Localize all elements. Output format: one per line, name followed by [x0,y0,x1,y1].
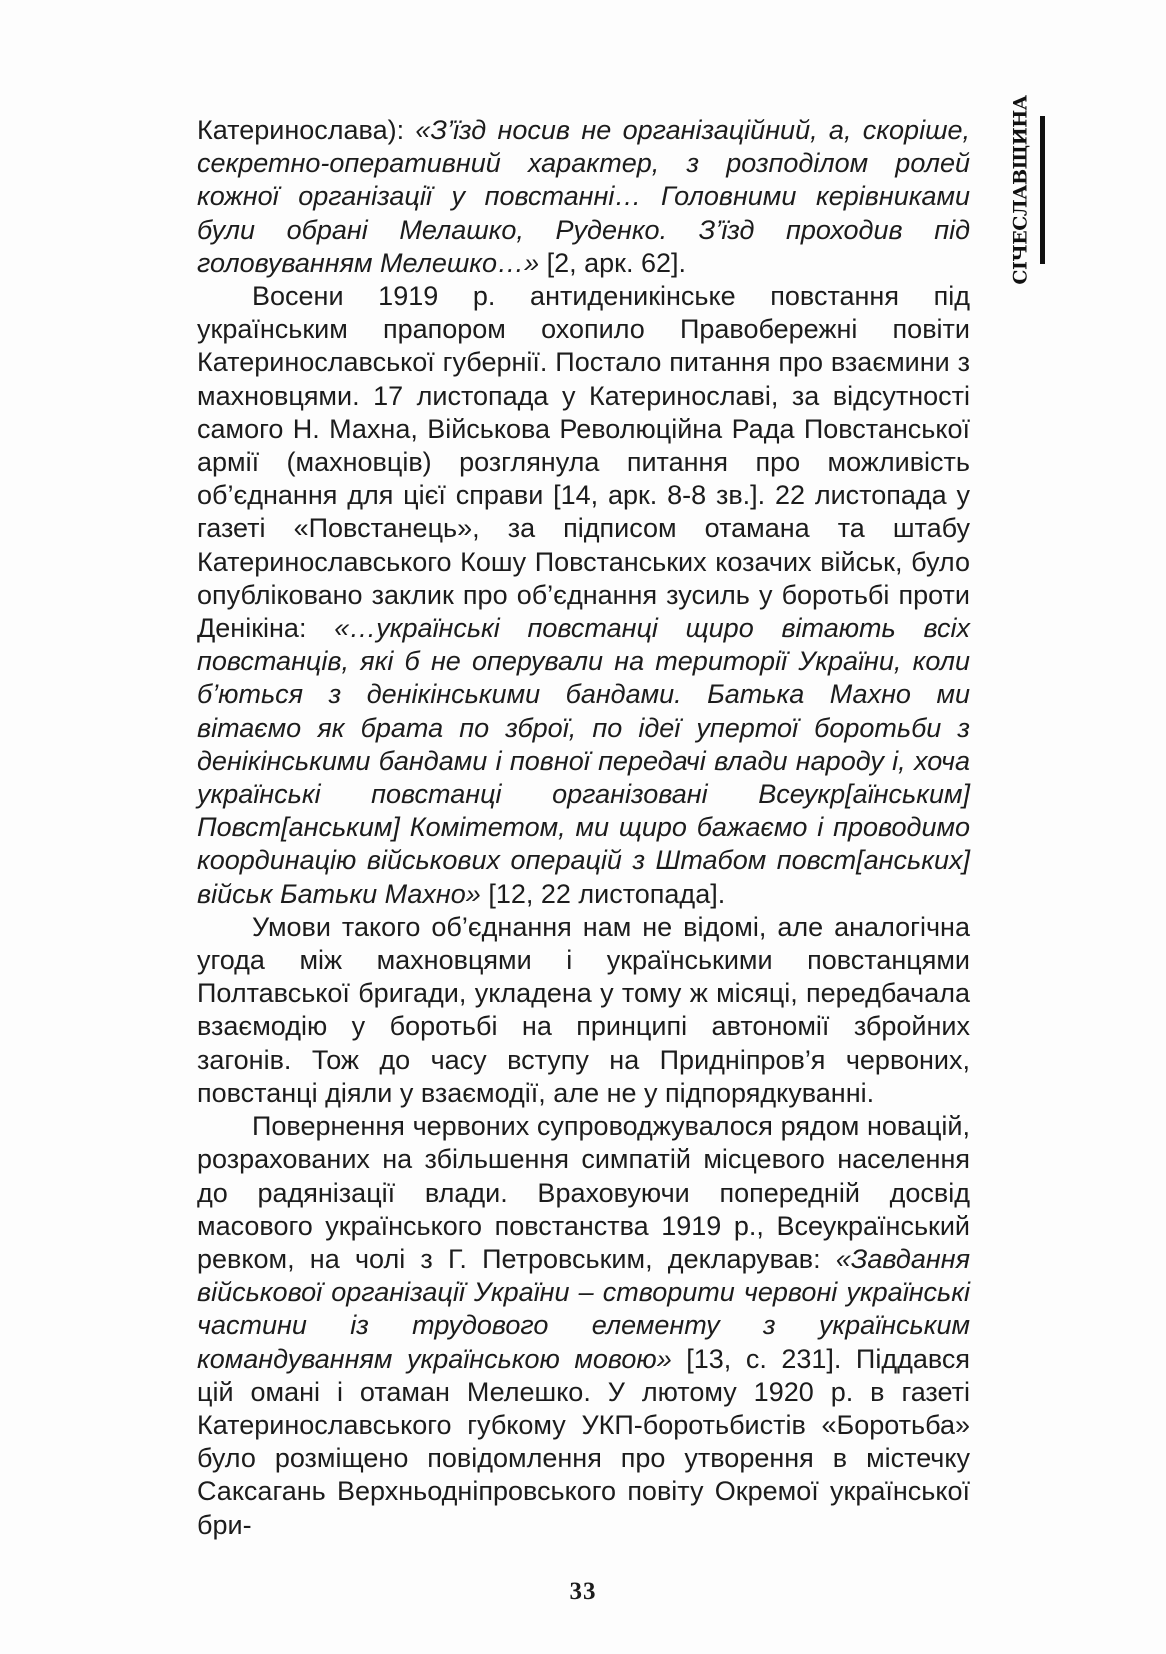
paragraph-1 [197,114,970,280]
text-run: Катеринослава): [197,115,416,145]
citation-run: [12, 22 листопада]. [480,878,726,909]
paragraph-3 [197,911,970,1110]
side-logo-bar [1040,116,1045,264]
side-logo-wordmark [1006,95,1036,285]
paragraph-2 [197,280,970,911]
side-logo [1006,95,1046,285]
citation-run: [13, с. 231]. Піддався цій омані і отаман Мелешко. У лютому 1920 р. в газеті Катеринославського губкому УКП-боротьбистів «Боротьба» було розміщено повідомлення про утворення в містечку Саксагань Верхньодніпровського повіту Окремої української бри- [197,1343,971,1540]
side-logo-text: СІЧЕСЛАВЩИНА [1010,95,1032,285]
quote-run: «Завдання військової організації України – створити червоні українські частини із трудового елементу з українським командуванням українською мовою» [197,1243,970,1374]
quote-run: «З’їзд носив не організаційний, а, скоріше, секретно-оперативний характер, з розподілом ролей кожної організації у повстанні… Головними керівниками були обрані Мелашко, Руденко. З’їзд проходив під головуванням Мелешко…» [197,115,971,278]
text-run: Умови такого об’єднання нам не відомі, але аналогічна угода між махновцями і українськими повстанцями Полтавської бригади, укладена у тому ж місяці, передбачала взаємодію у боротьбі на принципі автономії збройних загонів. Тож до часу вступу на Придніпров’я червоних, повстанці діяли у взаємодії, але не у підпорядкуванні. [197,911,970,1108]
paragraph-4 [197,1110,970,1542]
text-run: Повернення червоних супроводжувалося рядом новацій, розрахованих на збільшення симпатій місцевого населення до радянізації влади. Враховуючи попередній досвід масового українського повстанства 1919 р., Всеукраїнський ревком, на чолі з Г. Петровським, декларував: [197,1111,970,1274]
text-run: Восени 1919 р. антиденикінське повстання під українським прапором охопило Правобережні повіти Катеринославської губернії. Постало питання про взаємини з махновцями. 17 листопада у Катеринославі, за відсутності самого Н. Махна, Військова Революційна Рада Повстанської армії (махновців) розглянула питання про можливість об’єднання для цієї справи [14, арк. 8-8 зв.]. 22 листопада у газеті «Повстанець», за підписом отамана та штабу Катеринославського Кошу Повстанських козачих військ, було опубліковано заклик про об’єднання зусиль у боротьбі проти Денікіна: [197,281,970,644]
body-text [197,114,970,1542]
page-number: 33 [569,1578,597,1605]
citation-run: [2, арк. 62]. [539,247,686,278]
quote-run: «…українські повстанці щиро вітають всіх повстанців, які б не оперували на території України, коли б’ються з денікінськими бандами. Батька Махно ми вітаємо як брата по зброї, по ідеї упертої боротьби з денікінськими бандами і повної передачі влади народу і, хоча українські повстанці організовані Всеукр[аїнським] Повст[анським] Комітетом, ми щиро бажаємо і проводимо координацію військових операцій з Штабом повст[анських] військ Батьки Махно» [197,613,970,909]
